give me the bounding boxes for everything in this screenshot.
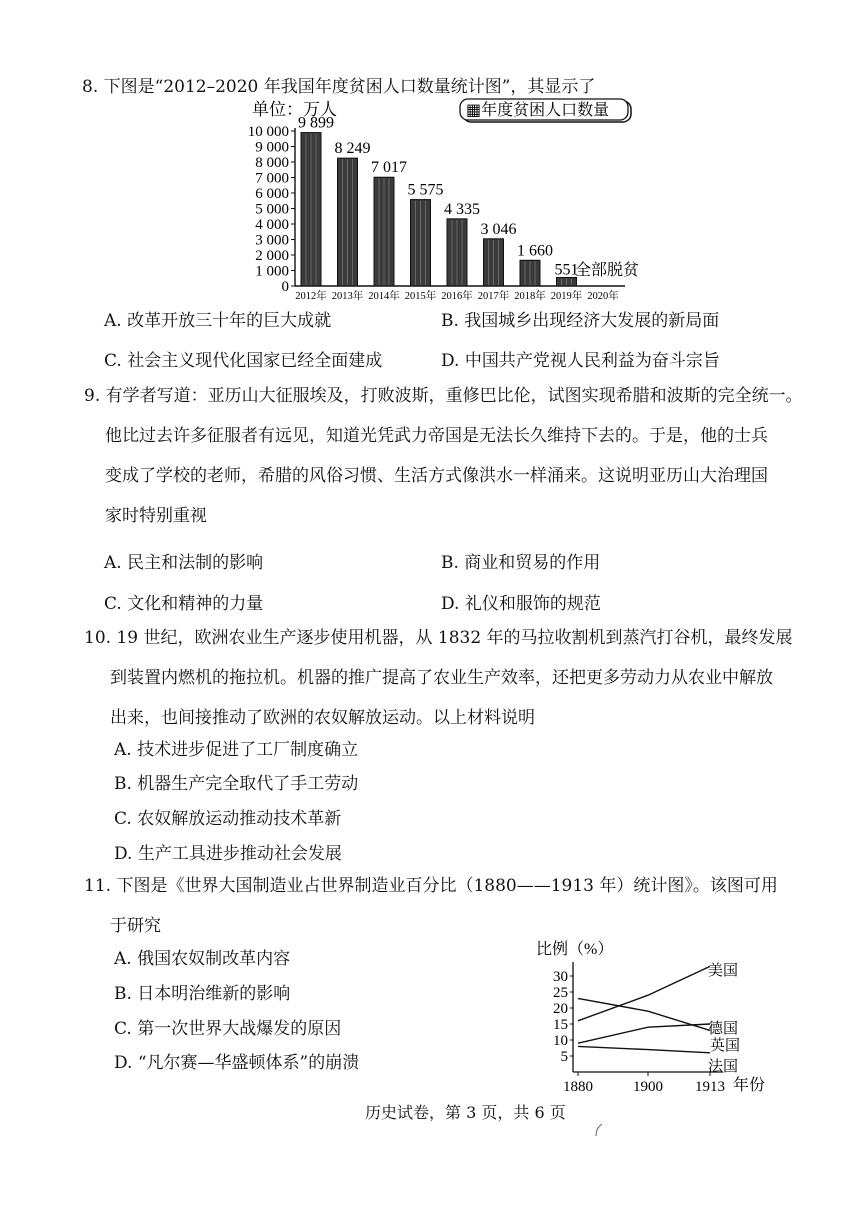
y-tick-label: 10 000 [247,124,289,140]
bar-value-label: 1 660 [517,242,553,260]
bar-value-label: 551 [554,261,579,279]
x-tick-label: 2017年 [477,291,510,302]
bar-value-label: 7 017 [371,159,407,177]
q11-option-c[interactable]: C. 第一次世界大战爆发的原因 [114,1019,342,1039]
y-tick-label: 3 000 [255,232,289,249]
q11-option-b[interactable]: B. 日本明治维新的影响 [114,984,291,1004]
q10-option-d[interactable]: D. 生产工具进步推动社会发展 [114,844,342,864]
y-tick-label: 5 [560,1049,568,1065]
manufacturing-share-line-chart [528,930,778,1100]
series-label: 英国 [710,1038,741,1054]
series-line [578,1046,710,1052]
q8-option-d[interactable]: D. 中国共产党视人民利益为奋斗宗旨 [441,351,720,371]
q10-option-c[interactable]: C. 农奴解放运动推动技术革新 [114,809,342,829]
question-10-stem [84,618,854,738]
q9-line-1: 9. 有学者写道：亚历山大征服埃及，打败波斯，重修巴比伦，试图实现希腊和波斯的完全统一。 [84,386,803,406]
x-tick-label: 1880 [563,1079,593,1095]
q9-option-d[interactable]: D. 礼仪和服饰的规范 [441,594,601,614]
bar-value-label: 4 335 [444,200,480,218]
unit-label: 单位：万人 [252,100,337,119]
q9-option-a[interactable]: A. 民主和法制的影响 [104,553,264,573]
y-tick-label: 1 000 [255,263,289,280]
y-tick-label: 5 000 [255,201,289,218]
poverty-bar-chart [220,96,650,304]
series-label: 德国 [708,1021,739,1037]
q9-option-c[interactable]: C. 文化和精神的力量 [104,594,264,614]
y-tick-label: 8 000 [255,155,289,171]
q10-option-a[interactable]: A. 技术进步促进了工厂制度确立 [114,740,359,760]
pen-mark [592,1122,606,1138]
q10-line-1: 10. 19 世纪，欧洲农业生产逐步使用机器，从 1832 年的马拉收割机到蒸汽打谷机，最终发展 [84,628,793,648]
x-tick-label: 2013年 [331,291,364,302]
q9-line-2: 他比过去许多征服者有远见，知道光凭武力帝国是无法长久维持下去的。于是，他的士兵 [105,426,768,446]
q10-option-b[interactable]: B. 机器生产完全取代了手工劳动 [114,774,359,794]
q11-option-d[interactable]: D. “凡尔赛—华盛顿体系”的崩溃 [114,1053,360,1073]
y-tick-label: 15 [553,1017,568,1033]
series-label: 美国 [708,963,739,979]
q11-option-a[interactable]: A. 俄国农奴制改革内容 [114,949,291,969]
q10-line-2: 到装置内燃机的拖拉机。机器的推广提高了农业生产效率，还把更多劳动力从农业中解放 [110,668,773,688]
x-tick-label: 2012年 [295,291,327,302]
y-tick-label: 25 [553,985,568,1001]
q11-line-2: 于研究 [110,916,161,936]
y-axis-label: 比例（%） [536,941,614,958]
q10-line-3: 出来，也间接推动了欧洲的农奴解放运动。以上材料说明 [110,708,535,728]
y-tick-label: 7 000 [255,170,289,187]
series-line [578,1024,710,1043]
bar-value-label: 8 249 [334,140,371,158]
y-tick-label: 9 000 [255,139,289,156]
question-8-stem: 8. 下图是“2012–2020 年我国年度贫困人口数量统计图”，其显示了 [82,77,596,97]
y-tick-label: 30 [553,969,568,985]
x-tick-label: 1913 [695,1079,725,1095]
q9-option-b[interactable]: B. 商业和贸易的作用 [441,553,601,573]
x-tick-label: 2014年 [368,291,400,302]
x-tick-label: 2020年 [587,291,619,302]
bar-value-label: 3 046 [480,220,517,238]
y-tick-label: 2 000 [255,248,289,264]
q9-line-3: 变成了学校的老师，希腊的风俗习惯、生活方式像洪水一样涌来。这说明亚历山大治理国 [105,466,768,486]
y-tick-label: 4 000 [255,217,289,233]
y-tick-label: 0 [281,279,289,295]
x-axis-label: 年份 [733,1077,766,1094]
y-tick-label: 10 [553,1033,568,1049]
q8-option-a[interactable]: A. 改革开放三十年的巨大成就 [104,311,332,331]
q9-line-4: 家时特别重视 [105,506,207,526]
series-label: 法国 [708,1059,739,1075]
x-tick-label: 2016年 [441,291,473,302]
y-tick-label: 6 000 [255,186,289,202]
question-9-stem [84,376,854,536]
x-tick-label: 2015年 [404,291,437,302]
q11-line-1: 11. 下图是《世界大国制造业占世界制造业百分比（1880——1913 年）统计图》。该图可用 [84,876,778,896]
page-footer: 历史试卷，第 3 页，共 6 页 [365,1103,566,1122]
q8-option-c[interactable]: C. 社会主义现代化国家已经全面建成 [104,351,383,371]
q8-option-b[interactable]: B. 我国城乡出现经济大发展的新局面 [441,311,720,331]
annotation-all-lifted: 全部脱贫 [575,262,640,279]
x-tick-label: 2019年 [550,291,583,302]
series-line [578,966,710,1020]
bar-value-label: 9 899 [298,114,334,132]
y-tick-label: 20 [553,1001,568,1017]
bar-value-label: 5 575 [407,181,444,199]
x-tick-label: 1900 [633,1079,663,1095]
x-tick-label: 2018年 [514,291,546,302]
legend-label: ▦年度贫困人口数量 [466,102,610,119]
